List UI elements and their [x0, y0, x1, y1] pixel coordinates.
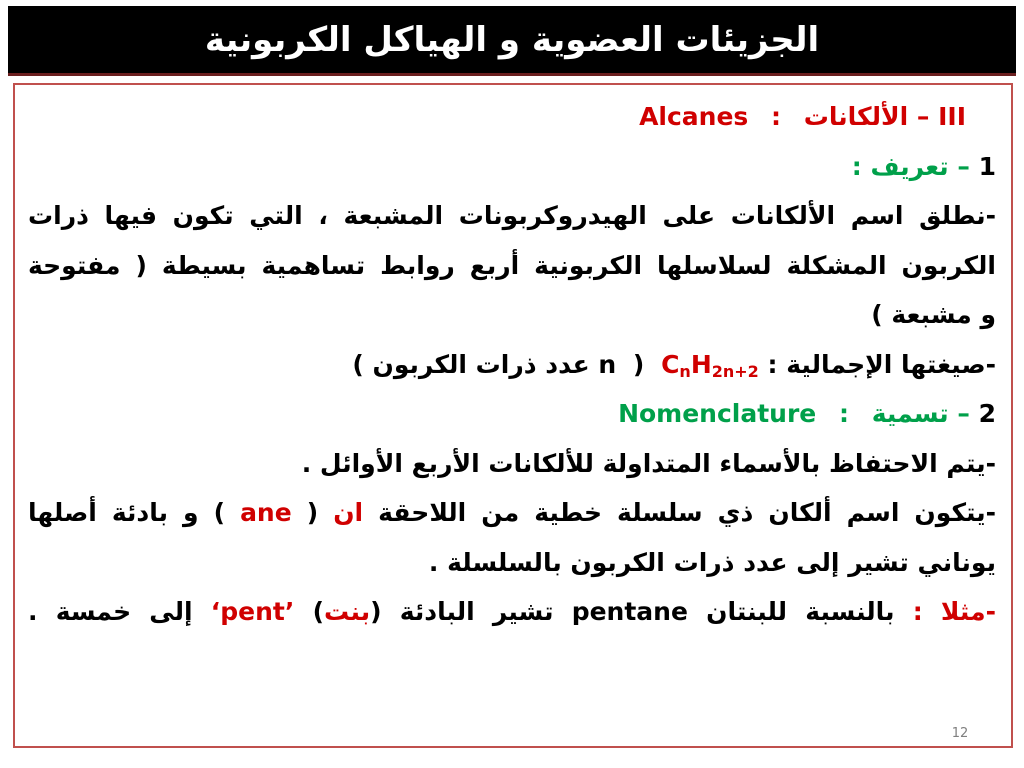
slide-content: [28, 92, 996, 637]
section-colon: :: [851, 151, 862, 181]
formula-paren-close: ): [352, 349, 364, 379]
example-text-4: إلى خمسة .: [28, 597, 193, 626]
example-pent: ‘pent’: [210, 597, 295, 626]
formula-line: [28, 340, 996, 390]
formula-paren-open: (: [632, 349, 645, 379]
formula-h: H: [690, 349, 712, 379]
nomenclature-label: تسمية: [871, 399, 949, 428]
slide-title: الجزيئات العضوية و الهياكل الكربونية: [204, 19, 820, 60]
nomenclature-line-1: -يتم الاحتفاظ بالأسماء المتداولة للألكانات الأربع الأوائل .: [301, 448, 996, 478]
formula-desc: عدد ذرات الكربون: [372, 349, 590, 379]
formula-sub-2n2: 2n+2: [711, 361, 759, 381]
alkanes-arabic: الألكانات: [803, 102, 909, 131]
alkanes-latin: Alcanes: [639, 102, 749, 131]
suffix-paren-close: ): [213, 498, 226, 527]
suffix-arabic: ان: [333, 498, 364, 527]
heading-colon: :: [771, 102, 782, 131]
nomenclature-line-3: يوناني تشير إلى عدد ذرات الكربون بالسلسلة .: [428, 547, 996, 577]
section-dash-2: –: [957, 399, 970, 428]
example-pentane: pentane: [571, 597, 688, 626]
example-label: -مثلا: [940, 597, 996, 626]
alkanes-heading: [28, 92, 996, 142]
slide-title-bar: [8, 6, 1016, 76]
section-colon-2: :: [838, 399, 849, 428]
example-colon: :: [912, 597, 923, 626]
section-number: 1: [978, 151, 996, 181]
nomenclature-latin: Nomenclature: [618, 399, 817, 428]
formula-c: C: [661, 349, 680, 379]
heading-dash: –: [916, 102, 930, 131]
definition-label: تعريف: [870, 151, 949, 181]
formula-prefix: -صيغتها الإجمالية :: [767, 349, 996, 379]
example-text-3: ): [312, 597, 325, 626]
suffix-paren-open: (: [306, 498, 319, 527]
formula-sub-n: n: [679, 361, 691, 381]
nomenclature-line-2: [28, 488, 996, 538]
definition-line-3: و مشبعة ): [871, 300, 996, 329]
formula-n-var: n: [598, 349, 617, 379]
example-line: [28, 587, 996, 637]
roman-numeral: III: [938, 102, 966, 131]
general-formula: [661, 350, 759, 379]
suffix-prefix-text: -يتكون اسم ألكان ذي سلسلة خطية من اللاحقة: [378, 498, 996, 527]
example-text-1: بالنسبة للبنتان: [706, 597, 895, 626]
example-text-2: تشير البادئة (: [370, 597, 554, 626]
suffix-latin: ane: [240, 498, 292, 527]
definition-line-2: الكربون المشكلة لسلاسلها الكربونية أربع روابط تساهمية بسيطة ( مفتوحة: [28, 250, 996, 280]
section-dash: –: [957, 151, 970, 181]
nomenclature-heading: [28, 389, 996, 439]
section-number-2: 2: [978, 399, 996, 428]
page-number: 12: [951, 726, 969, 741]
definition-line-1: -نطلق اسم الألكانات على الهيدروكربونات المشبعة ، التي تكون فيها ذرات: [28, 201, 996, 230]
example-prefix-arabic: بنت: [324, 597, 371, 626]
suffix-rest-text: و بادئة أصلها: [28, 498, 199, 527]
definition-heading: [28, 142, 996, 192]
